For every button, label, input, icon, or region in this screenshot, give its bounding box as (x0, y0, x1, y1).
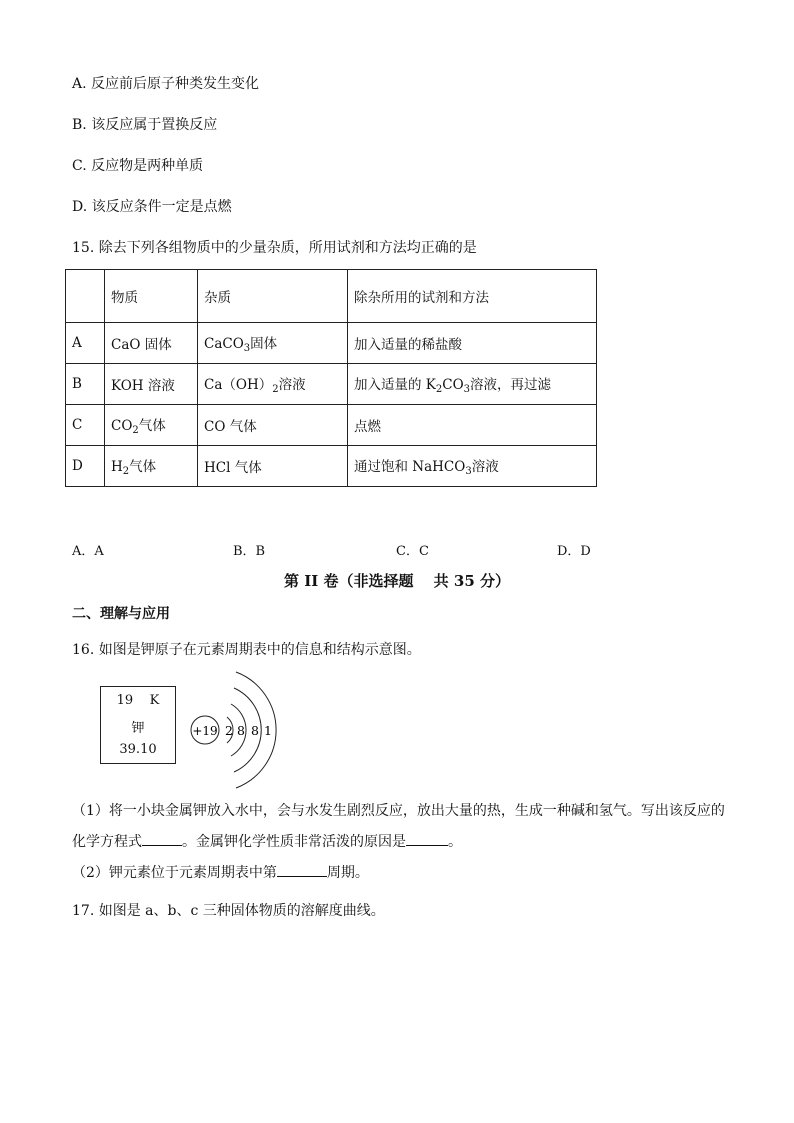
row-label: A (66, 323, 105, 364)
q14-option-a: A. 反应前后原子种类发生变化 (72, 76, 260, 92)
formula-text: 加入适量的 K (354, 377, 436, 393)
part-heading: 二、理解与应用 (72, 606, 170, 622)
table-row (66, 446, 597, 487)
subscript: 2 (272, 384, 279, 395)
q15-choice-b: B．B (233, 544, 266, 559)
q15-stem: 15. 除去下列各组物质中的少量杂质，所用试剂和方法均正确的是 (72, 240, 477, 256)
subscript: 2 (435, 384, 443, 395)
periodic-table-cell (100, 686, 176, 764)
row-method (348, 364, 597, 405)
row-impurity: HCl 气体 (198, 446, 348, 487)
answer-blank[interactable] (277, 864, 327, 877)
formula-text: 气体 (138, 418, 166, 434)
q15-table (65, 269, 597, 487)
formula-text: 溶液 (278, 377, 306, 393)
nucleus-charge: +19 (192, 724, 218, 738)
atomic-mass: 39.10 (119, 742, 157, 757)
formula-text: 溶液 (471, 459, 499, 475)
answer-blank[interactable] (406, 833, 448, 846)
element-symbol: K (149, 693, 160, 708)
formula-text: H (111, 459, 123, 475)
q16-part1-line1: （1）将一小块金属钾放入水中，会与水发生剧烈反应，放出大量的热，生成一种碱和氢气。写出该反应的 (72, 803, 725, 819)
row-substance: CaO 固体 (105, 323, 198, 364)
shell-electron-count: 8 (237, 723, 245, 738)
subscript: 3 (463, 384, 471, 395)
row-method: 加入适量的稀盐酸 (348, 323, 597, 364)
table-row (66, 364, 597, 405)
subscript: 3 (243, 343, 251, 354)
q15-choice-d: D．D (557, 544, 591, 559)
q15-choice-c: C．C (396, 544, 429, 559)
formula-text: Ca（OH） (204, 377, 273, 393)
row-impurity (198, 364, 348, 405)
row-label: B (66, 364, 105, 405)
text: 。 (448, 834, 462, 850)
row-substance: KOH 溶液 (105, 364, 198, 405)
table-row (66, 323, 597, 364)
formula-text: 溶液，再过滤 (470, 377, 552, 393)
q14-option-c: C. 反应物是两种单质 (72, 158, 204, 174)
q14-option-d: D. 该反应条件一定是点燃 (72, 199, 232, 215)
shell-electron-count: 1 (264, 723, 272, 738)
row-substance (105, 405, 198, 446)
formula-text: 固体 (250, 336, 278, 352)
text: 化学方程式 (72, 834, 142, 850)
q17-stem: 17. 如图是 a、b、c 三种固体物质的溶解度曲线。 (72, 903, 385, 919)
q14-option-b: B. 该反应属于置换反应 (72, 117, 218, 133)
formula-text: 通过饱和 NaHCO (354, 459, 466, 475)
section-title: 第 II 卷（非选择题 共 35 分） (283, 572, 511, 590)
q15-choice-a: A．A (72, 544, 104, 559)
formula-text: CO (442, 377, 464, 393)
header-impurity: 杂质 (198, 270, 348, 323)
q16-stem: 16. 如图是钾原子在元素周期表中的信息和结构示意图。 (72, 642, 421, 658)
answer-blank[interactable] (142, 833, 182, 846)
header-cell (66, 270, 105, 323)
subscript: 2 (122, 466, 130, 477)
header-method: 除杂所用的试剂和方法 (348, 270, 597, 323)
row-impurity (198, 323, 348, 364)
row-method (348, 446, 597, 487)
shell-electron-count: 2 (225, 723, 233, 738)
atom-structure-diagram (186, 668, 286, 792)
text: 周期。 (326, 865, 369, 881)
row-impurity: CO 气体 (198, 405, 348, 446)
q16-part1-line2 (72, 831, 462, 851)
formula-text: 气体 (129, 459, 157, 475)
row-label: D (66, 446, 105, 487)
formula-text: CaCO (204, 336, 244, 352)
text: 。金属钾化学性质非常活泼的原因是 (182, 834, 406, 850)
shell-electron-count: 8 (251, 723, 259, 738)
element-name: 钾 (131, 721, 145, 736)
header-substance: 物质 (105, 270, 198, 323)
atomic-number: 19 (116, 693, 134, 708)
element-header (101, 693, 175, 708)
table-row (66, 405, 597, 446)
row-label: C (66, 405, 105, 446)
table-header-row (66, 270, 597, 323)
row-substance (105, 446, 198, 487)
text: （2）钾元素位于元素周期表中第 (72, 865, 277, 881)
subscript: 3 (465, 466, 472, 477)
row-method: 点燃 (348, 405, 597, 446)
subscript: 2 (132, 425, 139, 436)
q16-part2 (72, 862, 369, 882)
formula-text: CO (111, 418, 133, 434)
